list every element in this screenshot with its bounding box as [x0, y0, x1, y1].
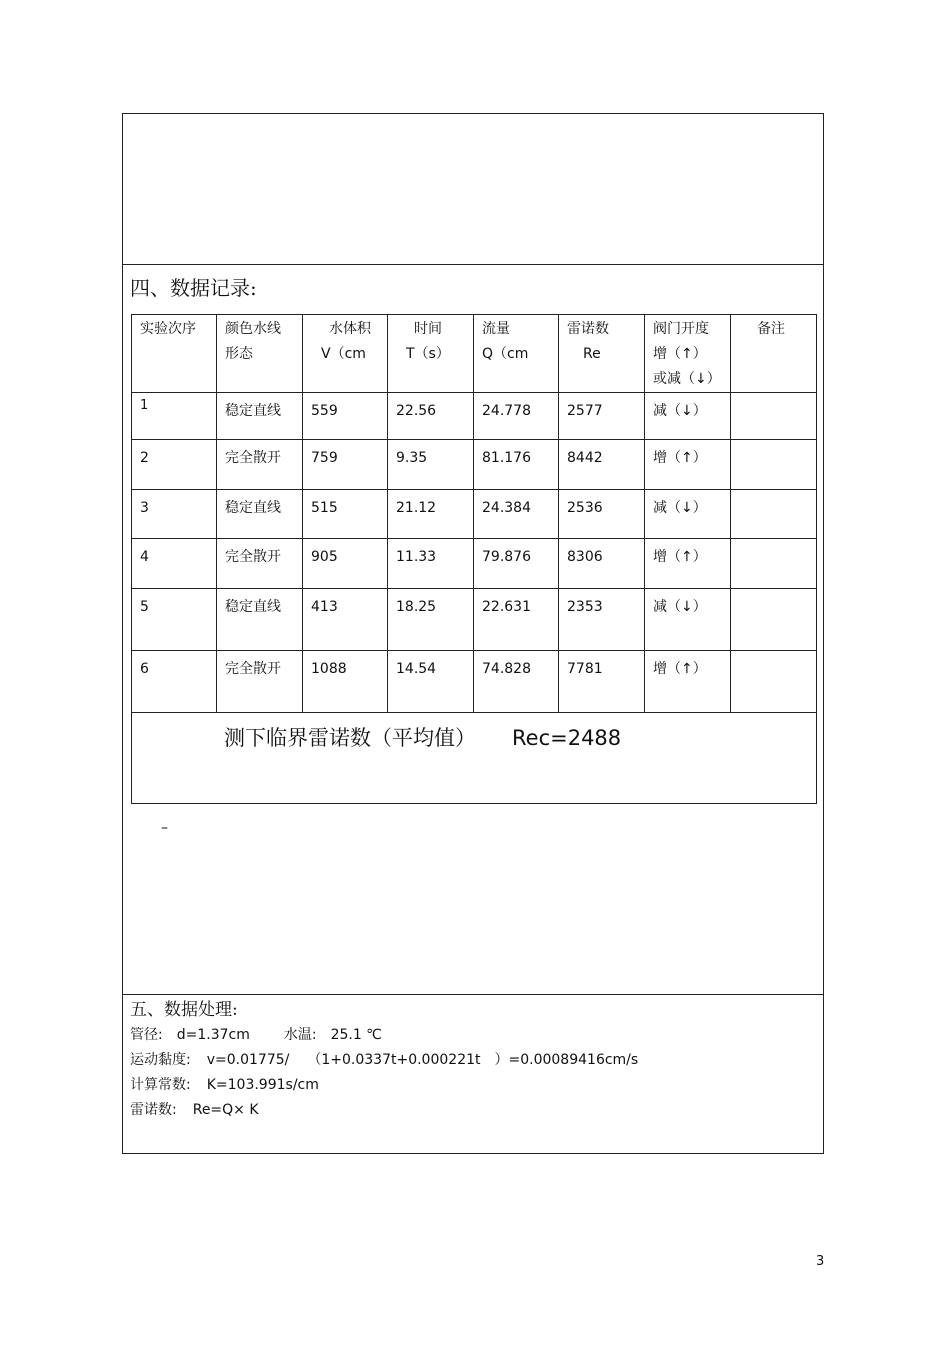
cell-shape: 稳定直线: [217, 490, 303, 539]
header-flow: 流量 Q（cm: [474, 315, 559, 393]
cell-time: 18.25: [388, 589, 474, 651]
summary-value: Rec=2488: [512, 726, 622, 750]
cell-remark: [731, 490, 817, 539]
cell-shape: 稳定直线: [217, 589, 303, 651]
cell-volume: 559: [303, 393, 388, 440]
viscosity-line: 运动黏度: v=0.01775/ （1+0.0337t+0.000221t ）=0.00089416cm/s: [130, 1052, 639, 1068]
cell-reynolds: 8442: [559, 440, 645, 490]
cell-flow: 81.176: [474, 440, 559, 490]
cell-reynolds: 2577: [559, 393, 645, 440]
table-row: [132, 539, 817, 589]
table-row: [132, 440, 817, 490]
bottom-divider: [123, 994, 823, 995]
cell-time: 11.33: [388, 539, 474, 589]
cell-shape: 完全散开: [217, 651, 303, 713]
cell-flow: 24.384: [474, 490, 559, 539]
top-divider: [123, 264, 823, 265]
table-row: [132, 393, 817, 440]
cell-flow: 74.828: [474, 651, 559, 713]
cell-volume: 515: [303, 490, 388, 539]
cell-reynolds: 2353: [559, 589, 645, 651]
header-remarks: 备注: [731, 315, 817, 393]
cell-seq: 1: [132, 393, 217, 440]
constant-line: 计算常数: K=103.991s/cm: [130, 1077, 319, 1093]
table-header-row: [132, 315, 817, 393]
header-dye-shape: 颜色水线 形态: [217, 315, 303, 393]
table-row: [132, 589, 817, 651]
table-row: [132, 490, 817, 539]
cell-valve: 减（↓）: [645, 589, 731, 651]
cell-reynolds: 7781: [559, 651, 645, 713]
cell-time: 9.35: [388, 440, 474, 490]
cell-time: 21.12: [388, 490, 474, 539]
cell-shape: 稳定直线: [217, 393, 303, 440]
cell-remark: [731, 539, 817, 589]
data-record-table: [131, 314, 817, 804]
cell-seq: 6: [132, 651, 217, 713]
cell-seq: 4: [132, 539, 217, 589]
cell-flow: 79.876: [474, 539, 559, 589]
dash-mark: –: [161, 820, 168, 836]
cell-shape: 完全散开: [217, 539, 303, 589]
pipe-temp-line: 管径: d=1.37cm 水温: 25.1 ℃: [130, 1027, 382, 1043]
cell-remark: [731, 589, 817, 651]
header-reynolds: 雷诺数 Re: [559, 315, 645, 393]
reynolds-formula-line: 雷诺数: Re=Q× K: [130, 1102, 259, 1118]
table-row: [132, 651, 817, 713]
cell-seq: 5: [132, 589, 217, 651]
cell-flow: 22.631: [474, 589, 559, 651]
header-valve: 阀门开度 增（↑） 或减（↓）: [645, 315, 731, 393]
cell-volume: 1088: [303, 651, 388, 713]
cell-time: 22.56: [388, 393, 474, 440]
cell-valve: 增（↑）: [645, 539, 731, 589]
cell-shape: 完全散开: [217, 440, 303, 490]
summary-row: [132, 713, 817, 804]
section-4-title: 四、数据记录:: [130, 276, 257, 300]
cell-volume: 759: [303, 440, 388, 490]
cell-volume: 905: [303, 539, 388, 589]
cell-seq: 2: [132, 440, 217, 490]
cell-flow: 24.778: [474, 393, 559, 440]
page-number: 3: [816, 1254, 825, 1269]
cell-remark: [731, 393, 817, 440]
cell-remark: [731, 440, 817, 490]
critical-reynolds-summary: [132, 713, 817, 804]
cell-valve: 减（↓）: [645, 490, 731, 539]
section-5-title: 五、数据处理:: [130, 1000, 238, 1020]
cell-valve: 减（↓）: [645, 393, 731, 440]
cell-valve: 增（↑）: [645, 651, 731, 713]
cell-reynolds: 8306: [559, 539, 645, 589]
cell-volume: 413: [303, 589, 388, 651]
cell-remark: [731, 651, 817, 713]
cell-seq: 3: [132, 490, 217, 539]
header-volume: 水体积 V（cm: [303, 315, 388, 393]
cell-valve: 增（↑）: [645, 440, 731, 490]
processing-block: [130, 1023, 638, 1123]
header-time: 时间 T（s）: [388, 315, 474, 393]
cell-time: 14.54: [388, 651, 474, 713]
header-sequence: 实验次序: [132, 315, 217, 393]
report-frame: [122, 113, 824, 1154]
summary-label: 测下临界雷诺数（平均值）: [224, 726, 476, 750]
cell-reynolds: 2536: [559, 490, 645, 539]
